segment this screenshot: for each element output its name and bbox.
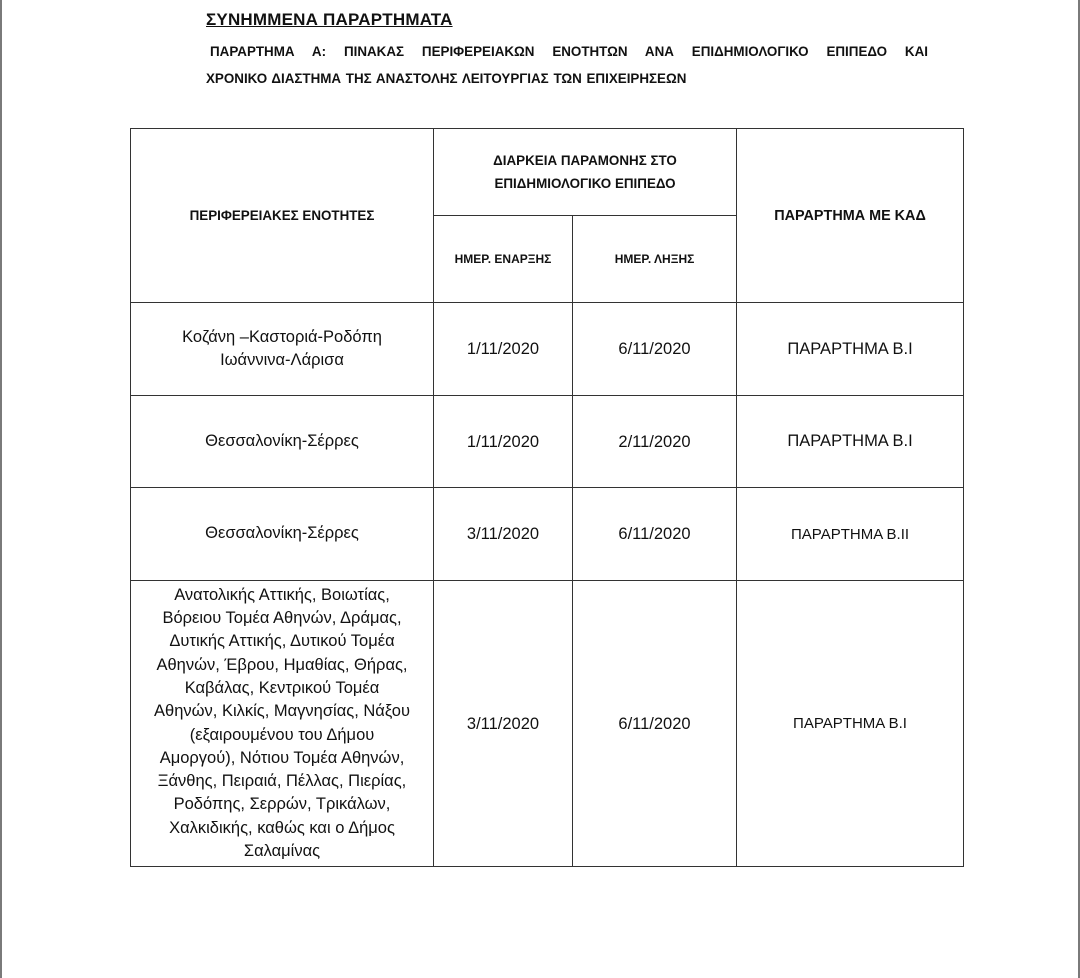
region-cell [131,581,434,867]
region-line: Καβάλας, Κεντρικού Τομέα [184,678,380,697]
region-cell [131,396,434,488]
subtitle-line-1: ΠΑΡΑΡΤΗΜΑ Α: ΠΙΝΑΚΑΣ ΠΕΡΙΦΕΡΕΙΑΚΩΝ ΕΝΟΤΗΤΩΝ ΑΝΑ ΕΠΙΔΗΜΙΟΛΟΓΙΚΟ ΕΠΙΠΕΔΟ ΚΑΙ [210,44,928,59]
region-line: Βόρειου Τομέα Αθηνών, Δράμας, [162,609,402,628]
region-line: Θεσσαλονίκη-Σέρρες [205,431,359,450]
start-date-cell: 1/11/2020 [434,396,573,488]
header-regions: ΠΕΡΙΦΕΡΕΙΑΚΕΣ ΕΝΟΤΗΤΕΣ [131,129,434,303]
region-line: (εξαιρουμένου του Δήμου [189,725,375,744]
region-line: Κοζάνη –Καστοριά-Ροδόπη [182,327,382,346]
annex-table [130,128,964,867]
table-row [131,303,964,396]
end-date-cell: 6/11/2020 [573,303,737,396]
region-line: Ιωάννινα-Λάρισα [220,351,344,369]
region-line: Σαλαμίνας [243,841,321,860]
region-line: Θεσσαλονίκη-Σέρρες [205,524,359,543]
region-line: Χαλκιδικής, καθώς και ο Δήμος [169,818,395,837]
region-line: Ξάνθης, Πειραιά, Πέλλας, Πιερίας, [157,772,407,791]
table-row [131,581,964,867]
subtitle-line-2: ΧΡΟΝΙΚΟ ΔΙΑΣΤΗΜΑ ΤΗΣ ΑΝΑΣΤΟΛΗΣ ΛΕΙΤΟΥΡΓΙΑΣ ΤΩΝ ΕΠΙΧΕΙΡΗΣΕΩΝ [206,71,687,86]
table-row [131,488,964,581]
header-annex: ΠΑΡΑΡΤΗΜΑ ΜΕ ΚΑΔ [737,129,964,303]
header-duration-line-2: ΕΠΙΔΗΜΙΟΛΟΓΙΚΟ ΕΠΙΠΕΔΟ [494,176,676,191]
annex-cell: ΠΑΡΑΡΤΗΜΑ Β.Ι [737,396,964,488]
region-cell [131,488,434,581]
end-date-cell: 6/11/2020 [573,488,737,581]
region-line: Αμοργού), Νότιου Τομέα Αθηνών, [159,748,405,767]
annex-cell: ΠΑΡΑΡΤΗΜΑ Β.Ι [737,581,964,867]
start-date-cell: 3/11/2020 [434,581,573,867]
region-line: Αθηνών, Έβρου, Ημαθίας, Θήρας, [156,655,408,674]
table-header-row [131,129,964,216]
annex-cell: ΠΑΡΑΡΤΗΜΑ Β.ΙΙ [737,488,964,581]
start-date-cell: 3/11/2020 [434,488,573,581]
header-duration-line-1: ΔΙΑΡΚΕΙΑ ΠΑΡΑΜΟΝΗΣ ΣΤΟ [493,153,677,168]
document-subtitle [206,38,928,92]
region-line: Δυτικής Αττικής, Δυτικού Τομέα [169,632,395,651]
region-line: Αθηνών, Κιλκίς, Μαγνησίας, Νάξου [154,702,410,721]
header-end-date: ΗΜΕΡ. ΛΗΞΗΣ [573,216,737,303]
end-date-cell: 6/11/2020 [573,581,737,867]
region-line: Ανατολικής Αττικής, Βοιωτίας, [174,585,390,604]
document-title: ΣΥΝΗΜΜΕΝΑ ΠΑΡΑΡΤΗΜΑΤΑ [206,10,453,29]
annex-cell: ΠΑΡΑΡΤΗΜΑ Β.Ι [737,303,964,396]
header-start-date: ΗΜΕΡ. ΕΝΑΡΞΗΣ [434,216,573,303]
header-duration [434,129,737,216]
start-date-cell: 1/11/2020 [434,303,573,396]
region-cell [131,303,434,396]
end-date-cell: 2/11/2020 [573,396,737,488]
region-line: Ροδόπης, Σερρών, Τρικάλων, [173,795,391,814]
table-row [131,396,964,488]
